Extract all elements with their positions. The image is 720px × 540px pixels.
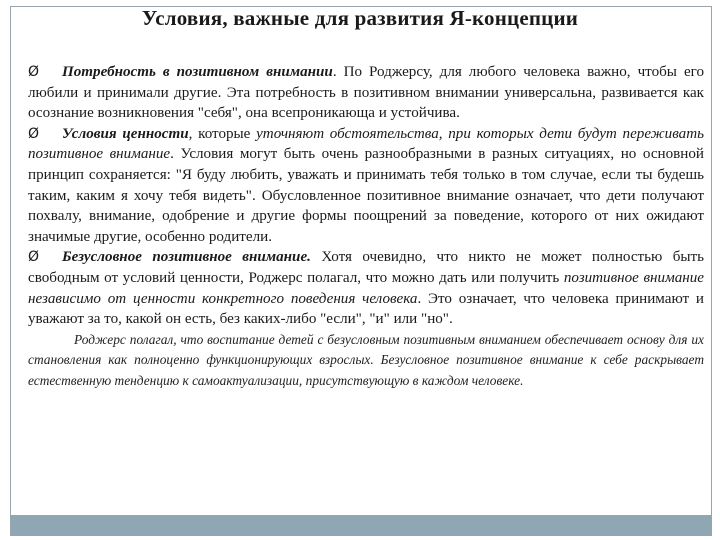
term-conditions-of-worth: Условия ценности — [62, 125, 189, 142]
paragraph-positive-regard-need — [28, 62, 704, 124]
italic-phrase: уточняют обстоятельства, при которых дети будут переживать позитивное внимание — [28, 125, 704, 163]
paragraph-text: . По Роджерсу, для любого человека важно, чтобы его любили и принимали другие. Эта потребность в позитивном внимании универсальна, развивается как осознание возникновения "себя", она всепроникающа и устойчива. — [28, 64, 704, 122]
arrow-bullet-icon: Ø — [28, 64, 40, 80]
paragraph-unconditional-regard — [28, 247, 704, 329]
arrow-bullet-icon: Ø — [28, 249, 40, 266]
term-unconditional-regard: Безусловное позитивное внимание. — [62, 249, 311, 266]
paragraph-text: , которые — [188, 125, 257, 142]
slide-content — [28, 62, 704, 391]
arrow-bullet-icon: Ø — [28, 125, 40, 142]
footer-bar — [11, 515, 711, 535]
closing-note: Роджерс полагал, что воспитание детей с безусловным позитивным вниманием обеспечивает основу для их становления как полноценно функционирующих взрослых. Безусловное позитивное внимание к себе раскрывает естественную тенденцию к самоактуализации, присутствующую в каждом человеке. — [28, 331, 704, 388]
slide-title: Условия, важные для развития Я-концепции — [141, 6, 579, 30]
paragraph-conditions-of-worth — [28, 124, 704, 248]
paragraph-text: Хотя очевидно, что никто не может полностью быть свободным от условий ценности, Роджерс полагал, что можно дать или получить — [28, 249, 704, 286]
paragraph-text: . Условия могут быть очень разнообразными в разных ситуациях, но основной принцип сохраняется: "Я буду любить, уважать и принимать тебя только в том случае, если ты будешь таким, каким я хочу тебя видеть". Обусловленное позитивное внимание означает, что дети получают похвалу, внимание, одобрение и другие формы поощрений за поведение, которого от них ожидают значимые другие, особенно родители. — [28, 146, 704, 245]
paragraph-text: . Это означает, что человека принимают и уважают за то, какой он есть, без каких-либо "если", "и" или "но". — [28, 290, 704, 328]
italic-phrase: позитивное внимание независимо от ценности конкретного поведения человека — [28, 269, 704, 307]
term-positive-regard-need: Потребность в позитивном внимании — [62, 64, 333, 80]
